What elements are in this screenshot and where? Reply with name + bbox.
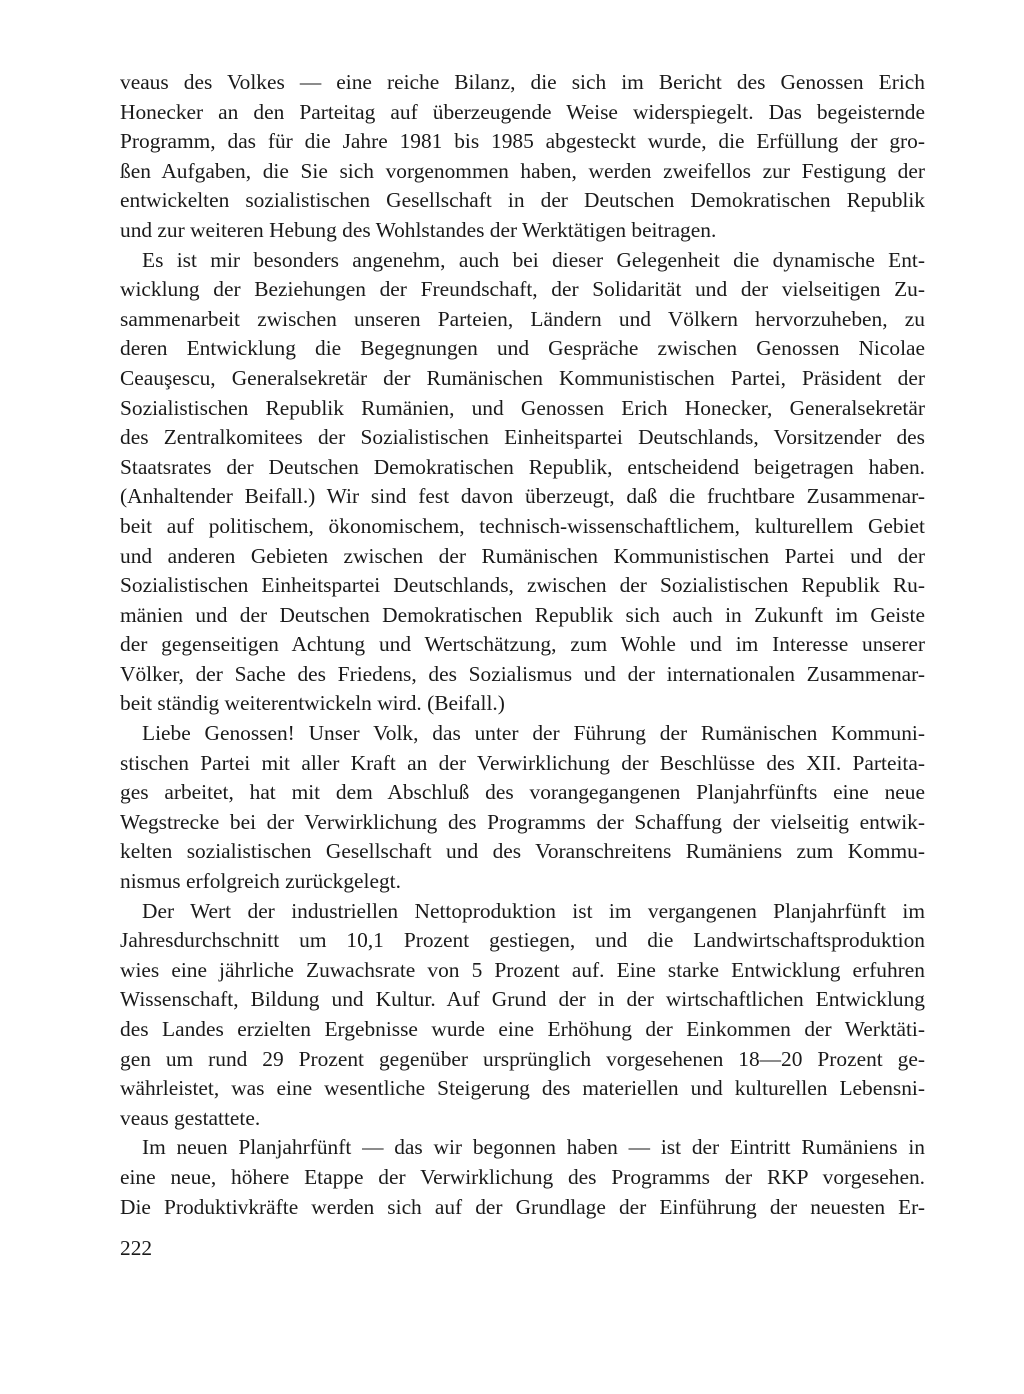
text-line: Es ist mir besonders angenehm, auch bei dieser Gelegenheit die dynamische Ent- xyxy=(142,247,925,272)
paragraph xyxy=(120,719,925,897)
text-line: Die Produktivkräfte werden sich auf der Grundlage der Einführung der neuesten Er- xyxy=(120,1194,925,1219)
text-line: ßen Aufgaben, die Sie sich vorgenommen haben, werden zweifellos zur Festigung der xyxy=(120,158,925,183)
page-body xyxy=(120,68,925,1222)
text-line: Wegstrecke bei der Verwirklichung des Programms der Schaffung der vielseitig entwik- xyxy=(120,809,925,834)
text-line: und anderen Gebieten zwischen der Rumänischen Kommunistischen Partei und der xyxy=(120,543,925,568)
text-line: Liebe Genossen! Unser Volk, das unter der Führung der Rumänischen Kommuni- xyxy=(142,721,925,746)
paragraph xyxy=(120,68,925,246)
text-line: beit ständig weiterentwickeln wird. (Beifall.) xyxy=(120,691,505,716)
text-line: währleistet, was eine wesentliche Steigerung des materiellen und kulturellen Lebensni- xyxy=(120,1076,925,1101)
text-line: eine neue, höhere Etappe der Verwirklichung des Programms der RKP vorgesehen. xyxy=(120,1164,925,1189)
paragraph xyxy=(120,1133,925,1222)
text-line: wicklung der Beziehungen der Freundschaft, der Solidarität und der vielseitigen Zu- xyxy=(120,277,925,302)
text-line: Ceauşescu, Generalsekretär der Rumänischen Kommunistischen Partei, Präsident der xyxy=(120,365,925,390)
text-line: beit auf politischem, ökonomischem, technisch-wissenschaftlichem, kulturellem Gebiet xyxy=(120,513,925,538)
paragraph xyxy=(120,246,925,720)
text-line: Sozialistischen Republik Rumänien, und Genossen Erich Honecker, Generalsekretär xyxy=(120,395,925,420)
text-line: Staatsrates der Deutschen Demokratischen Republik, entscheidend beigetragen haben. xyxy=(120,454,925,479)
text-line: wies eine jährliche Zuwachsrate von 5 Prozent auf. Eine starke Entwicklung erfuhren xyxy=(120,957,925,982)
text-line: ges arbeitet, hat mit dem Abschluß des vorangegangenen Planjahrfünfts eine neue xyxy=(120,780,925,805)
text-line: Sozialistischen Einheitspartei Deutschlands, zwischen der Sozialistischen Republik Ru- xyxy=(120,573,925,598)
text-line: Honecker an den Parteitag auf überzeugende Weise widerspiegelt. Das begeisternde xyxy=(120,99,925,124)
text-line: deren Entwicklung die Begegnungen und Gespräche zwischen Genossen Nicolae xyxy=(120,336,925,361)
text-line: nismus erfolgreich zurückgelegt. xyxy=(120,869,401,894)
text-line: gen um rund 29 Prozent gegenüber ursprünglich vorgesehenen 18—20 Prozent ge- xyxy=(120,1046,925,1071)
text-line: (Anhaltender Beifall.) Wir sind fest davon überzeugt, daß die fruchtbare Zusammenar- xyxy=(120,484,925,509)
text-line: veaus des Volkes — eine reiche Bilanz, die sich im Bericht des Genossen Erich xyxy=(120,70,925,94)
page-number: 222 xyxy=(120,1236,153,1260)
text-line: des Landes erzielten Ergebnisse wurde eine Erhöhung der Einkommen der Werktäti- xyxy=(120,1017,925,1041)
text-line: Jahresdurchschnitt um 10,1 Prozent gestiegen, und die Landwirtschaftsproduktion xyxy=(120,928,925,953)
text-line: Programm, das für die Jahre 1981 bis 1985 abgesteckt wurde, die Erfüllung der gro- xyxy=(120,129,925,154)
text-line: stischen Partei mit aller Kraft an der Verwirklichung der Beschlüsse des XII. Parteita- xyxy=(120,750,925,775)
text-line: Der Wert der industriellen Nettoproduktion ist im vergangenen Planjahrfünft im xyxy=(142,898,925,923)
text-line: veaus gestattete. xyxy=(120,1105,261,1130)
text-line: entwickelten sozialistischen Gesellschaft in der Deutschen Demokratischen Republik xyxy=(120,188,925,213)
text-line: kelten sozialistischen Gesellschaft und des Voranschreitens Rumäniens zum Kommu- xyxy=(120,839,925,864)
text-line: Völker, der Sache des Friedens, des Sozialismus und der internationalen Zusammenar- xyxy=(120,661,925,686)
text-line: Im neuen Planjahrfünft — das wir begonnen haben — ist der Eintritt Rumäniens in xyxy=(142,1135,925,1160)
text-line: des Zentralkomitees der Sozialistischen Einheitspartei Deutschlands, Vorsitzender des xyxy=(120,425,925,450)
text-line: Wissenschaft, Bildung und Kultur. Auf Grund der in der wirtschaftlichen Entwicklung xyxy=(120,987,925,1012)
text-line: der gegenseitigen Achtung und Wertschätzung, zum Wohle und im Interesse unserer xyxy=(120,632,925,657)
text-line: und zur weiteren Hebung des Wohlstandes der Werktätigen beitragen. xyxy=(120,217,717,242)
text-line: mänien und der Deutschen Demokratischen Republik sich auch in Zukunft im Geiste xyxy=(120,602,925,627)
paragraph xyxy=(120,897,925,1134)
text-line: sammenarbeit zwischen unseren Parteien, Ländern und Völkern hervorzuheben, zu xyxy=(120,306,925,331)
